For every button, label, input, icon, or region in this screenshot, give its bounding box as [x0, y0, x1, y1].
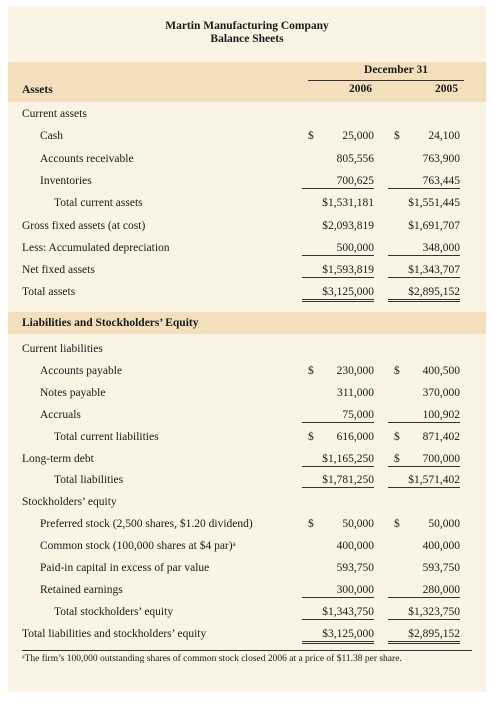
value-2005: 763,445 [388, 174, 460, 189]
currency-symbol: $ [308, 518, 314, 531]
table-row [8, 241, 486, 261]
row-label: Common stock (100,000 shares at $4 par)ᵃ [40, 540, 236, 553]
row-label: Current liabilities [22, 343, 103, 355]
value-2005: 593,750 [422, 562, 460, 574]
value-2005: $1,343,707 [388, 263, 460, 278]
value-2006: $3,125,000 [302, 627, 374, 644]
footnote: ᵃThe firm’s 100,000 outstanding shares of common stock closed 2006 at a price of $11.38 per share. [22, 650, 472, 665]
value-2006: $1,781,250 [302, 473, 374, 488]
table-row [8, 627, 486, 647]
value-2005: 400,000 [422, 540, 460, 553]
value-2006: $3,125,000 [302, 285, 374, 302]
table-row [8, 452, 486, 472]
table-row [8, 386, 486, 406]
value-2006: $1,593,819 [302, 263, 374, 278]
year-2005-header: 2005 [435, 83, 458, 95]
value-2005: $1,323,750 [388, 605, 460, 620]
table-row [8, 517, 486, 537]
assets-heading: Assets [22, 84, 53, 96]
value-2005: 100,902 [388, 408, 460, 423]
value-2006: 230,000 [336, 364, 374, 377]
value-2005: 763,900 [422, 152, 460, 165]
row-label: Current assets [22, 108, 87, 120]
row-label: Retained earnings [40, 583, 123, 596]
value-2006: $2,093,819 [322, 219, 374, 232]
liabilities-heading: Liabilities and Stockholders’ Equity [22, 317, 199, 329]
row-label: Total current liabilities [54, 430, 159, 443]
row-label: Total liabilities and stockholders’ equity [22, 627, 207, 640]
table-row [8, 107, 486, 127]
value-2005: $1,691,707 [408, 219, 460, 232]
table-row [8, 539, 486, 559]
row-label: Total assets [22, 286, 76, 299]
date-header-rule [308, 80, 464, 81]
currency-symbol: $ [394, 430, 400, 443]
row-label: Total liabilities [54, 474, 124, 487]
value-2006: $1,531,181 [322, 197, 374, 210]
table-row [8, 196, 486, 216]
currency-symbol: $ [394, 518, 400, 531]
table-row [8, 285, 486, 305]
row-label: Paid-in capital in excess of par value [40, 562, 210, 574]
value-2006: $1,343,750 [302, 605, 374, 620]
table-row [8, 561, 486, 581]
currency-symbol: $ [394, 130, 400, 143]
value-2005: $1,551,445 [408, 197, 460, 210]
table-row [8, 129, 486, 149]
value-2005: 50,000 [428, 518, 460, 531]
row-label: Net fixed assets [22, 264, 95, 277]
value-2006: $1,165,250 [302, 452, 374, 467]
row-label: Less: Accumulated depreciation [22, 241, 170, 254]
title-block [8, 20, 486, 46]
balance-sheet [8, 6, 486, 692]
row-label: Total current assets [54, 197, 143, 210]
table-row [8, 408, 486, 428]
table-row [8, 342, 486, 362]
value-2005: 370,000 [422, 386, 460, 399]
row-label: Accruals [40, 408, 81, 421]
statement-subtitle: Balance Sheets [210, 33, 284, 45]
currency-symbol: $ [394, 452, 400, 465]
value-2005: 24,100 [428, 130, 460, 143]
table-row [8, 583, 486, 603]
table-row [8, 605, 486, 625]
currency-symbol: $ [394, 364, 400, 377]
row-label: Cash [40, 130, 63, 143]
table-row [8, 263, 486, 283]
currency-symbol: $ [308, 364, 314, 377]
table-row [8, 219, 486, 239]
value-2006: 25,000 [342, 130, 374, 143]
table-row [8, 473, 486, 493]
value-2006: 400,000 [336, 540, 374, 553]
value-2005: 280,000 [388, 583, 460, 598]
row-label: Accounts receivable [40, 152, 134, 165]
currency-symbol: $ [308, 430, 314, 443]
value-2006: 311,000 [337, 386, 374, 399]
row-label: Stockholders’ equity [22, 496, 117, 509]
row-label: Long-term debt [22, 452, 94, 465]
value-2006: 75,000 [302, 408, 374, 423]
value-2006: 300,000 [302, 583, 374, 598]
value-2006: 700,625 [302, 174, 374, 189]
value-2006: 805,556 [336, 152, 374, 165]
value-2005: $2,895,152 [388, 627, 460, 644]
company-name: Martin Manufacturing Company [165, 20, 329, 32]
table-row [8, 152, 486, 172]
value-2005: $1,571,402 [388, 473, 460, 488]
value-2005: 348,000 [388, 241, 460, 256]
value-2005: 871,402 [422, 430, 460, 443]
table-row [8, 364, 486, 384]
value-2005: 700,000 [388, 452, 460, 467]
row-label: Total stockholders’ equity [54, 605, 174, 618]
value-2005: $2,895,152 [388, 285, 460, 302]
row-label: Accounts payable [40, 364, 123, 377]
value-2006: 500,000 [302, 241, 374, 256]
row-label: Preferred stock (2,500 shares, $1.20 dividend) [40, 518, 253, 531]
table-row [8, 495, 486, 515]
table-row [8, 174, 486, 194]
table-row [8, 430, 486, 450]
row-label: Gross fixed assets (at cost) [22, 219, 146, 232]
currency-symbol: $ [308, 130, 314, 143]
date-header: December 31 [364, 64, 428, 76]
row-label: Notes payable [40, 386, 106, 399]
row-label: Inventories [40, 174, 92, 187]
value-2006: 593,750 [336, 562, 374, 574]
value-2005: 400,500 [422, 364, 460, 377]
year-2006-header: 2006 [349, 83, 372, 95]
value-2006: 616,000 [336, 430, 374, 443]
value-2006: 50,000 [342, 518, 374, 531]
